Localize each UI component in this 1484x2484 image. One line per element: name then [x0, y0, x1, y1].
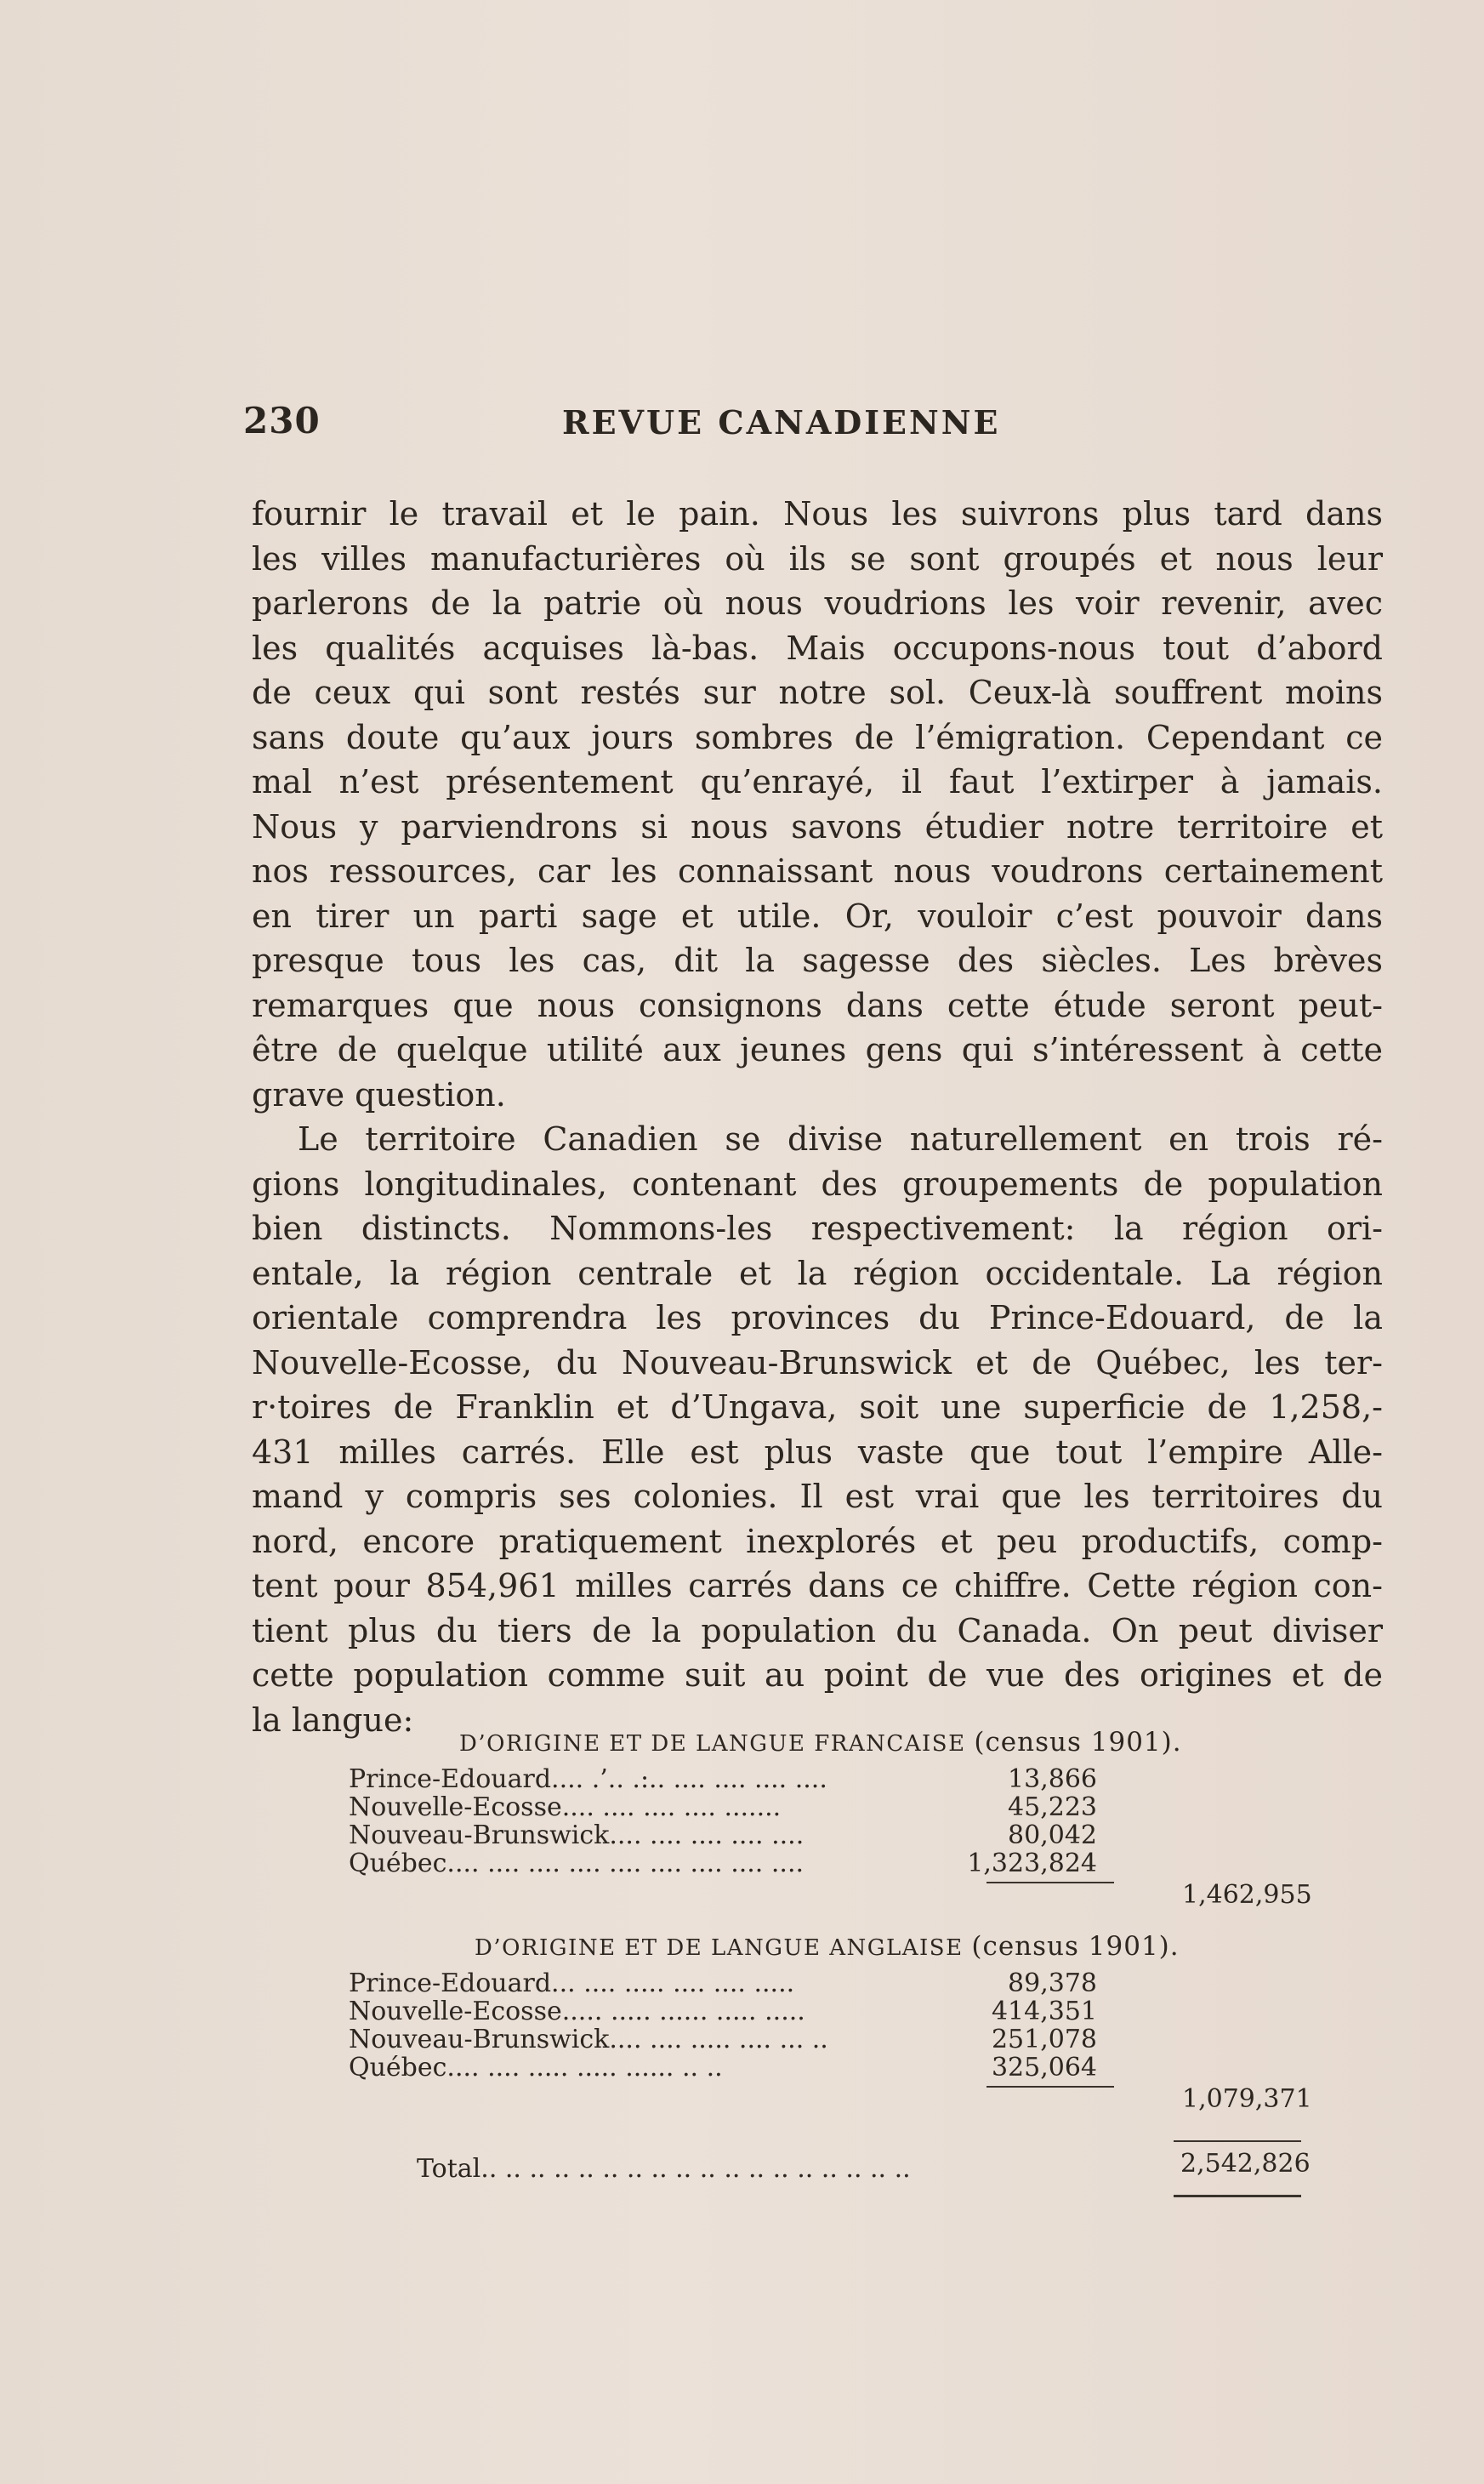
english-census-note: (census 1901). [971, 1931, 1180, 1962]
row-name: Nouvelle-Ecosse..... ..... ...... ..... ..... [349, 1997, 805, 2026]
table-row [340, 1849, 1318, 1877]
text-line: cette population comme suit au point de vue des origines et de [252, 1656, 1383, 1694]
row-value: 80,042 [1008, 1820, 1097, 1850]
text-line: les villes manufacturières où ils se sont groupés et nous leur [252, 539, 1383, 578]
table-row [340, 1997, 1318, 2025]
population-tables [340, 1727, 1318, 2205]
text-line: gions longitudinales, contenant des groupements de population [252, 1165, 1383, 1203]
text-line: bien distincts. Nommons-les respectivement: la région ori- [252, 1210, 1383, 1247]
row-name: Nouveau-Brunswick.... .... ..... .... ... .. [349, 2025, 828, 2054]
row-value: 325,064 [991, 2053, 1097, 2082]
row-name: Québec.... .... ..... ..... ...... .. .. [349, 2053, 723, 2082]
text-line: grave question. [252, 1075, 506, 1114]
text-line: parlerons de la patrie où nous voudrions les voir revenir, avec [252, 584, 1383, 622]
text-line: tient plus du tiers de la population du Canada. On peut diviser [252, 1611, 1383, 1649]
text-line: entale, la région centrale et la région occidentale. La région [252, 1254, 1383, 1292]
table-row [340, 1820, 1318, 1849]
text-line: 431 milles carrés. Elle est plus vaste que tout l’empire Alle- [252, 1433, 1383, 1471]
text-line: sans doute qu’aux jours sombres de l’émigration. Cependant ce [252, 718, 1383, 756]
row-value: 1,323,824 [967, 1849, 1097, 1878]
total-rule-bottom [1174, 2195, 1301, 2197]
row-value: 45,223 [1008, 1792, 1097, 1822]
text-line: mand y compris ses colonies. Il est vrai que les territoires du [252, 1478, 1383, 1515]
text-line: nord, encore pratiquement inexplorés et peu productifs, comp- [252, 1522, 1383, 1560]
table-row [340, 1764, 1318, 1792]
text-line: nos ressources, car les connaissant nous voudrons certainement [252, 852, 1383, 890]
row-value: 89,378 [1008, 1968, 1097, 1998]
total-rule-top [1174, 2140, 1301, 2142]
text-line: la langue: [252, 1701, 414, 1739]
running-head: REVUE CANADIENNE [562, 403, 1001, 442]
row-value: 13,866 [1008, 1764, 1097, 1794]
table-row [340, 2025, 1318, 2053]
row-name: Nouvelle-Ecosse.... .... .... .... ....... [349, 1792, 782, 1822]
text-line: Nouvelle-Ecosse, du Nouveau-Brunswick et de Québec, les ter- [252, 1343, 1383, 1382]
subtotal-rule [986, 2086, 1114, 2088]
english-table-title [475, 1931, 1318, 1968]
text-line: en tirer un parti sage et utile. Or, vouloir c’est pouvoir dans [252, 897, 1383, 935]
row-value: 414,351 [991, 1997, 1097, 2026]
row-name: Nouveau-Brunswick.... .... .... .... .... [349, 1820, 805, 1850]
french-subtotal-value: 1,462,955 [1182, 1880, 1312, 1910]
row-name: Québec.... .... .... .... .... .... .... .... .... [349, 1849, 805, 1878]
grand-total [340, 2145, 1318, 2205]
text-line: r·toires de Franklin et d’Ungava, soit une superficie de 1,258,- [252, 1388, 1383, 1426]
text-line: Nous y parviendrons si nous savons étudier notre territoire et [252, 807, 1383, 846]
total-value: 2,542,826 [1180, 2149, 1311, 2179]
page-header [243, 400, 1383, 451]
french-census-note: (census 1901). [974, 1727, 1182, 1758]
english-title-text: D’ORIGINE ET DE LANGUE ANGLAISE [475, 1935, 964, 1961]
row-name: Prince-Edouard.... .’.. .:.. .... .... .... .... [349, 1764, 827, 1794]
subtotal-rule [986, 1882, 1114, 1883]
table-row [340, 1968, 1318, 1997]
total-label: Total.. .. .. .. .. .. .. .. .. .. .. .. .. .. .. .. .. .. [417, 2154, 911, 2184]
english-subtotal [340, 2081, 1318, 2120]
text-line: être de quelque utilité aux jeunes gens qui s’intéressent à cette [252, 1031, 1383, 1068]
text-line: fournir le travail et le pain. Nous les suivrons plus tard dans [252, 495, 1383, 533]
text-line: remarques que nous consignons dans cette étude seront peut- [252, 986, 1383, 1024]
text-line: orientale comprendra les provinces du Prince-Edouard, de la [252, 1299, 1383, 1336]
row-value: 251,078 [991, 2025, 1097, 2054]
text-line: de ceux qui sont restés sur notre sol. Ceux-là souffrent moins [252, 674, 1383, 711]
french-subtotal [340, 1877, 1318, 1916]
text-line: Le territoire Canadien se divise naturellement en trois ré- [298, 1120, 1383, 1158]
text-line: mal n’est présentement qu’enrayé, il faut l’extirper à jamais. [252, 763, 1383, 800]
french-table-title [459, 1727, 1318, 1764]
page-number: 230 [243, 400, 321, 442]
text-line: les qualités acquises là-bas. Mais occupons-nous tout d’abord [252, 629, 1383, 667]
table-row [340, 2053, 1318, 2081]
french-title-text: D’ORIGINE ET DE LANGUE FRANCAISE [459, 1731, 966, 1757]
text-line: tent pour 854,961 milles carrés dans ce chiffre. Cette région con- [252, 1567, 1383, 1604]
text-line: presque tous les cas, dit la sagesse des siècles. Les brèves [252, 942, 1383, 979]
body-text [252, 492, 1383, 1742]
english-subtotal-value: 1,079,371 [1182, 2084, 1312, 2114]
row-name: Prince-Edouard... .... ..... .... .... ..... [349, 1968, 795, 1998]
table-row [340, 1792, 1318, 1820]
